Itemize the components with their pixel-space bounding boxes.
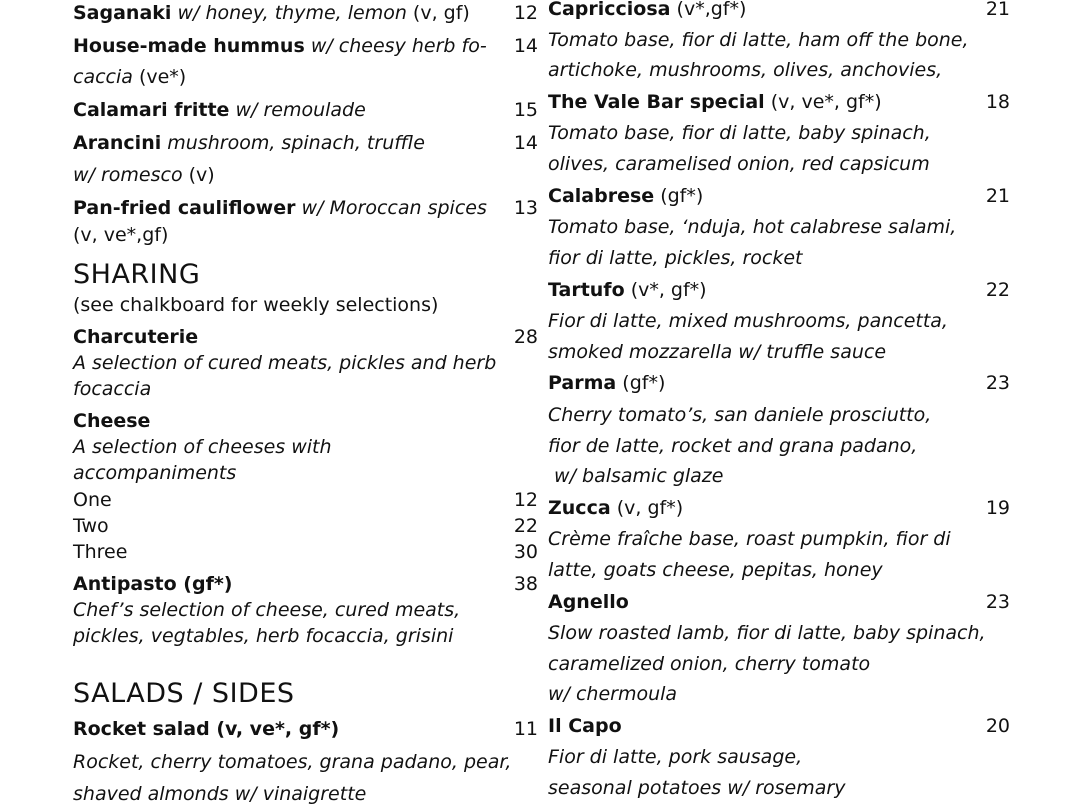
item-price: 19 — [985, 497, 1010, 519]
item-tags: (gf*) — [622, 372, 666, 394]
item-price: 13 — [513, 197, 538, 219]
item-desc-line1: Fior di latte, mixed mushrooms, pancetta, — [548, 310, 948, 332]
item-desc-line3: w/ chermoula — [548, 683, 678, 705]
item-desc-line1: Tomato base, fior di latte, ham off the bone, — [548, 29, 969, 51]
item-desc-line2: pickles, vegtables, herb focaccia, grisini — [73, 625, 454, 647]
item-desc-line1: Slow roasted lamb, fior di latte, baby spinach, — [548, 622, 986, 644]
pizza-agnello — [548, 591, 1010, 613]
menu-item-hummus — [73, 35, 538, 57]
item-tags: (v) — [188, 164, 215, 186]
section-heading-salads: SALADS / SIDES — [73, 678, 295, 709]
item-name: Parma — [548, 372, 617, 394]
item-desc-line2: olives, caramelised onion, red capsicum — [548, 153, 930, 175]
item-desc-line1: Fior di latte, pork sausage, — [548, 746, 803, 768]
item-name: Agnello — [548, 591, 629, 613]
menu-item-antipasto — [73, 573, 538, 595]
item-price: 21 — [985, 0, 1010, 20]
item-tags: (v, ve*,gf) — [73, 224, 169, 246]
item-desc-line2: accompaniments — [73, 462, 237, 484]
pizza-il-capo — [548, 715, 1010, 737]
item-desc-line2: fior di latte, pickles, rocket — [548, 247, 803, 269]
item-name: Capricciosa — [548, 0, 671, 20]
menu-item-cauliflower-line2 — [73, 224, 538, 246]
item-desc: w/ remoulade — [235, 99, 366, 121]
item-desc-line2: seasonal potatoes w/ rosemary — [548, 777, 846, 799]
item-price: 23 — [985, 372, 1010, 394]
item-tags: (gf*) — [660, 185, 704, 207]
item-desc-line1: Chef’s selection of cheese, cured meats, — [73, 599, 461, 621]
item-tags: (ve*) — [138, 66, 187, 88]
option-label: Two — [73, 515, 109, 537]
option-price: 12 — [513, 489, 538, 511]
menu-item-saganaki — [73, 2, 538, 24]
option-label: One — [73, 489, 112, 511]
menu-item-cheese: Cheese — [73, 410, 151, 432]
item-price: 15 — [513, 99, 538, 121]
item-name: Arancini — [73, 132, 162, 154]
item-name: House-made hummus — [73, 35, 305, 57]
item-tags: (v*, gf*) — [630, 279, 707, 301]
item-name: Saganaki — [73, 2, 172, 24]
item-desc-line1: Tomato base, fior di latte, baby spinach, — [548, 122, 931, 144]
menu-item-arancini — [73, 132, 538, 154]
item-name: The Vale Bar special — [548, 91, 765, 113]
menu-item-rocket-salad — [73, 718, 538, 740]
item-desc: w/ honey, thyme, lemon — [177, 2, 407, 24]
pizza-zucca — [548, 497, 1010, 519]
item-price: 28 — [513, 326, 538, 348]
item-desc: w/ Moroccan spices — [301, 197, 487, 219]
item-desc-line2: shaved almonds w/ vinaigrette — [73, 783, 367, 805]
item-desc-line2: fior de latte, rocket and grana padano, — [548, 435, 918, 457]
item-desc-cont: caccia — [73, 66, 133, 88]
item-desc-line1: A selection of cured meats, pickles and herb — [73, 352, 497, 374]
item-desc-line2: latte, goats cheese, pepitas, honey — [548, 559, 883, 581]
item-desc: w/ cheesy herb fo- — [310, 35, 487, 57]
item-desc-line1: Crème fraîche base, roast pumpkin, fior di — [548, 528, 951, 550]
item-tags: (v, gf) — [412, 2, 470, 24]
option-label: Three — [73, 541, 128, 563]
item-name: Rocket salad (v, ve*, gf*) — [73, 718, 340, 740]
item-price: 23 — [985, 591, 1010, 613]
menu-item-arancini-line2 — [73, 164, 538, 186]
item-name: Antipasto (gf*) — [73, 573, 233, 595]
item-desc-line2: caramelized onion, cherry tomato — [548, 653, 871, 675]
item-name: Il Capo — [548, 715, 622, 737]
item-price: 18 — [985, 91, 1010, 113]
item-name: Tartufo — [548, 279, 625, 301]
menu-item-hummus-line2 — [73, 66, 538, 88]
item-price: 14 — [513, 132, 538, 154]
item-price: 38 — [513, 573, 538, 595]
cheese-option-three — [73, 541, 538, 563]
item-tags: (v, gf*) — [616, 497, 684, 519]
pizza-parma — [548, 372, 1010, 394]
item-price: 14 — [513, 35, 538, 57]
item-tags: (v, ve*, gf*) — [770, 91, 882, 113]
item-desc-line1: A selection of cheeses with — [73, 436, 332, 458]
item-price: 11 — [513, 718, 538, 740]
item-desc-cont: w/ romesco — [73, 164, 183, 186]
item-desc-line3: w/ balsamic glaze — [548, 465, 724, 487]
item-desc-line2: smoked mozzarella w/ truffle sauce — [548, 341, 887, 363]
item-desc-line1: Cherry tomato’s, san daniele prosciutto, — [548, 404, 932, 426]
item-desc-line2: artichoke, mushrooms, olives, anchovies, — [548, 59, 943, 81]
menu-item-charcuterie — [73, 326, 538, 348]
pizza-capricciosa — [548, 0, 1010, 20]
item-price: 12 — [513, 2, 538, 24]
item-desc: mushroom, spinach, truffle — [167, 132, 425, 154]
item-price: 20 — [985, 715, 1010, 737]
item-price: 21 — [985, 185, 1010, 207]
item-price: 22 — [985, 279, 1010, 301]
item-desc-line1: Tomato base, ‘nduja, hot calabrese salami, — [548, 216, 957, 238]
menu-item-cauliflower — [73, 197, 538, 219]
pizza-vale-bar-special — [548, 91, 1010, 113]
option-price: 30 — [513, 541, 538, 563]
item-name: Calamari fritte — [73, 99, 230, 121]
item-name: Pan-fried cauliflower — [73, 197, 296, 219]
pizza-calabrese — [548, 185, 1010, 207]
item-desc-line2: focaccia — [73, 378, 152, 400]
pizza-tartufo — [548, 279, 1010, 301]
item-name: Zucca — [548, 497, 611, 519]
section-heading-sharing: SHARING — [73, 259, 201, 290]
option-price: 22 — [513, 515, 538, 537]
cheese-option-one — [73, 489, 538, 511]
item-tags: (v*,gf*) — [676, 0, 747, 20]
menu-item-calamari — [73, 99, 538, 121]
item-desc-line1: Rocket, cherry tomatoes, grana padano, pear, — [73, 751, 512, 773]
item-name: Charcuterie — [73, 326, 199, 348]
item-name: Calabrese — [548, 185, 655, 207]
cheese-option-two — [73, 515, 538, 537]
section-note-sharing: (see chalkboard for weekly selections) — [73, 294, 439, 316]
